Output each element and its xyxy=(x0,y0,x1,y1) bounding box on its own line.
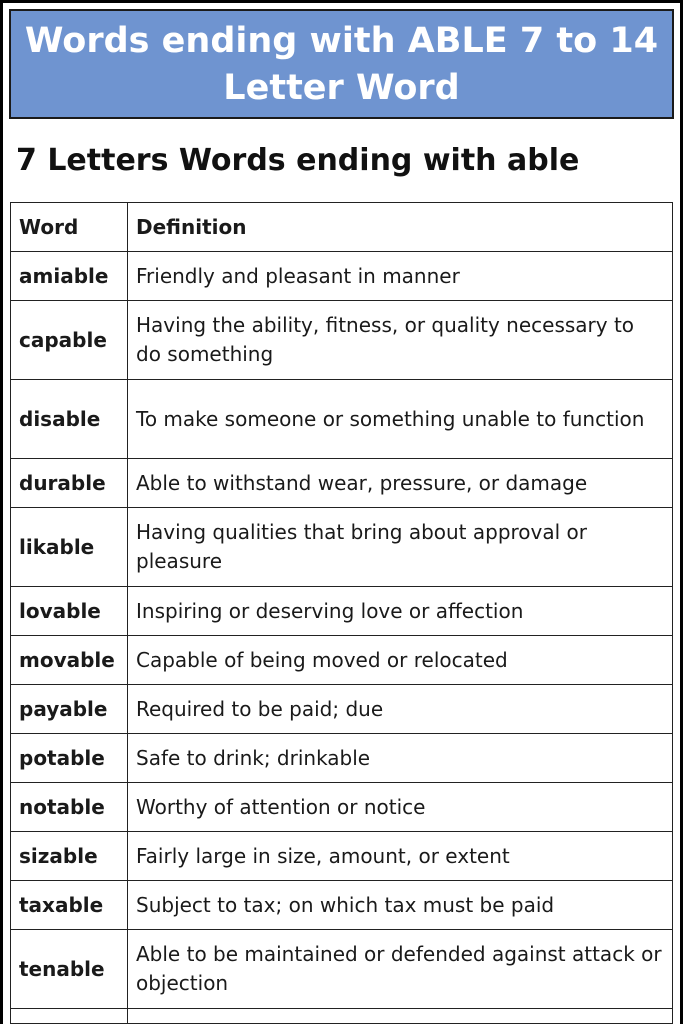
table-row xyxy=(11,930,673,1009)
definition-cell: Required to be paid; due xyxy=(128,685,673,734)
header-word: Word xyxy=(11,203,128,252)
word-cell: disable xyxy=(11,380,128,459)
banner-title-line-1: Words ending with ABLE 7 to 14 xyxy=(24,21,659,61)
definition-cell: Able to withstand wear, pressure, or damage xyxy=(128,459,673,508)
definition-cell-empty xyxy=(128,1009,673,1024)
definition-cell: Having the ability, fitness, or quality necessary to do something xyxy=(128,301,673,380)
word-cell: sizable xyxy=(11,832,128,881)
definition-cell: Having qualities that bring about approval or pleasure xyxy=(128,508,673,587)
definition-cell: Worthy of attention or notice xyxy=(128,783,673,832)
table-row xyxy=(11,508,673,587)
title-banner xyxy=(9,9,674,119)
table-row xyxy=(11,636,673,685)
table-row xyxy=(11,380,673,459)
definition-cell: Safe to drink; drinkable xyxy=(128,734,673,783)
table-header-row xyxy=(11,203,673,252)
word-cell: movable xyxy=(11,636,128,685)
word-cell: taxable xyxy=(11,881,128,930)
table-row xyxy=(11,734,673,783)
definition-cell: Subject to tax; on which tax must be paid xyxy=(128,881,673,930)
word-cell: notable xyxy=(11,783,128,832)
word-cell: likable xyxy=(11,508,128,587)
section-title: 7 Letters Words ending with able xyxy=(16,143,580,178)
table-row xyxy=(11,783,673,832)
definition-cell: Inspiring or deserving love or affection xyxy=(128,587,673,636)
definition-cell: Able to be maintained or defended against attack or objection xyxy=(128,930,673,1009)
table-row xyxy=(11,685,673,734)
table-row xyxy=(11,832,673,881)
word-cell: potable xyxy=(11,734,128,783)
table-row xyxy=(11,881,673,930)
table-row xyxy=(11,587,673,636)
word-cell: durable xyxy=(11,459,128,508)
definition-cell: To make someone or something unable to function xyxy=(128,380,673,459)
table-row-cut-off xyxy=(11,1009,673,1024)
word-cell: amiable xyxy=(11,252,128,301)
word-cell: lovable xyxy=(11,587,128,636)
header-definition: Definition xyxy=(128,203,673,252)
word-cell: payable xyxy=(11,685,128,734)
banner-title-line-2: Letter Word xyxy=(223,68,460,108)
table-row xyxy=(11,252,673,301)
definition-cell: Fairly large in size, amount, or extent xyxy=(128,832,673,881)
word-cell: capable xyxy=(11,301,128,380)
words-table xyxy=(10,202,673,1024)
word-cell: tenable xyxy=(11,930,128,1009)
definition-cell: Capable of being moved or relocated xyxy=(128,636,673,685)
definition-cell: Friendly and pleasant in manner xyxy=(128,252,673,301)
table-row xyxy=(11,301,673,380)
word-cell-empty xyxy=(11,1009,128,1024)
table-row xyxy=(11,459,673,508)
